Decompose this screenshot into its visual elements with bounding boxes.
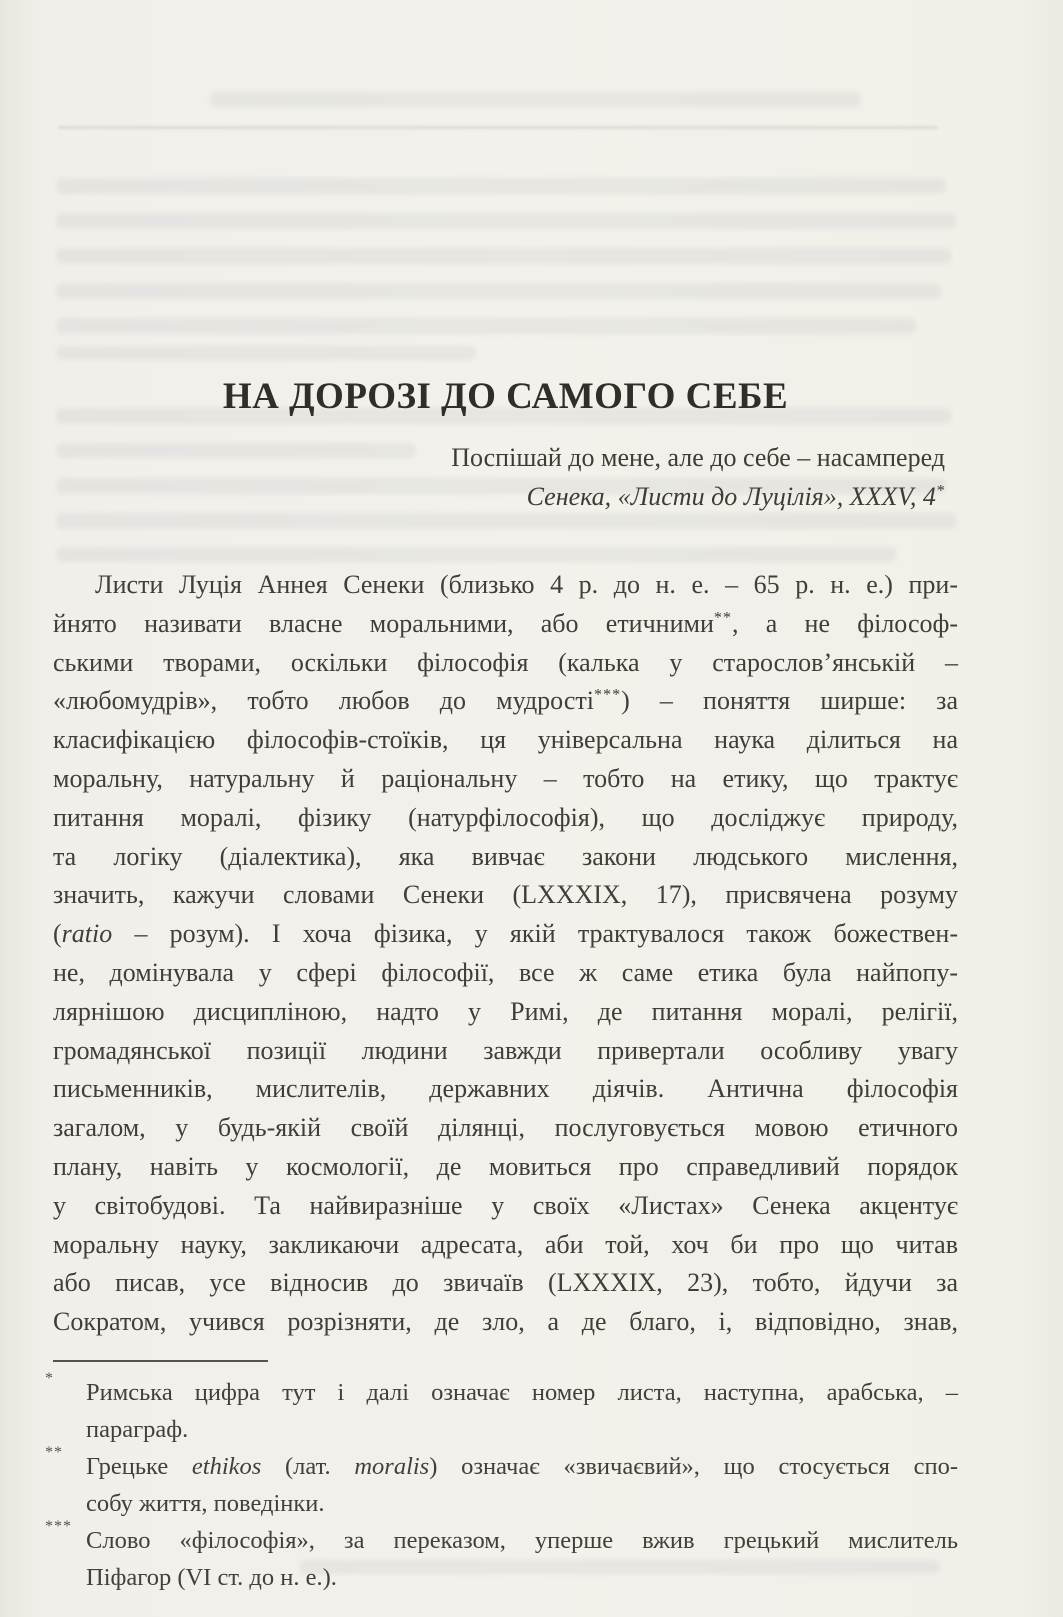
text-run: загалом, у будь-якій своїй ділянці, послуговується мовою етичного [53, 1113, 958, 1143]
footnote-line [86, 1559, 958, 1596]
text-run: лярнішою дисципліною, надто у Римі, де питання моралі, релігії, [53, 996, 958, 1026]
text-run: письменників, мислителів, державних діячів. Антична філософія [53, 1074, 958, 1104]
text-run: ськими творами, оскільки філософія (калька у старослов’янській – [53, 647, 958, 677]
body-line [53, 1032, 958, 1071]
epigraph-source-text: Сенека, «Листи до Луцілія», XXXV, 4 [526, 482, 936, 511]
body-line [53, 915, 958, 954]
footnote-line [86, 1374, 958, 1411]
text-run: ethikos [191, 1453, 262, 1480]
text-run: ratio [61, 919, 113, 949]
body-line [53, 1070, 958, 1109]
bleed-through-text [56, 283, 941, 299]
text-run: йнято називати власне моральними, або етичними [53, 608, 714, 638]
body-line [53, 682, 958, 721]
body-line [53, 1226, 958, 1265]
text-run: моральну, натуральну й раціональну – тобто на етику, що трактує [53, 763, 958, 793]
footnote-marker-ref: ** [713, 609, 732, 627]
text-run: ) означає «звичаєвий», що стосується спо- [429, 1453, 958, 1480]
text-run: громадянської позиції людини завжди привертали особливу увагу [53, 1035, 958, 1065]
text-run: не, домінувала у сфері філософії, все ж саме етика була найпопу- [53, 957, 958, 987]
text-run: Слово «філософія», за переказом, уперше вжив грецький мислитель [86, 1527, 958, 1554]
body-line [53, 1148, 958, 1187]
footnote [45, 1444, 958, 1522]
text-run: – розум). І хоча фізика, у якій трактувалося також божествен- [112, 919, 958, 949]
bleed-through-rule [58, 126, 938, 129]
text-run: Грецьке [86, 1453, 192, 1480]
bleed-through-text [56, 178, 946, 194]
body-line [53, 993, 958, 1032]
footnote-marker: * [45, 1370, 54, 1387]
bleed-through-text [56, 547, 896, 562]
text-run: moralis [354, 1453, 430, 1480]
footnote-marker-ref: * [935, 482, 945, 500]
epigraph-quote: Поспішай до мене, але до себе – насамперед [451, 443, 945, 472]
text-run: моральну науку, закликаючи адресата, аби той, хоч би про що читав [53, 1229, 958, 1259]
text-run: або писав, усе відносив до звичаїв (LXXXIX, 23), тобто, йдучи за [53, 1268, 958, 1298]
body-line [53, 954, 958, 993]
body-line [53, 799, 958, 838]
text-run: Листи Луція Аннея Сенеки (близько 4 р. до н. е. – 65 р. н. е.) при- [95, 570, 958, 599]
footnote-marker-ref: *** [593, 686, 622, 704]
body-line [53, 876, 958, 915]
body-line [53, 644, 958, 683]
footnote-marker: ** [45, 1444, 63, 1461]
text-run: у світобудові. Та найвиразніше у своїх «Листах» Сенека акцентує [53, 1190, 958, 1220]
text-run: плану, навіть у космології, де мовиться про справедливий порядок [53, 1151, 958, 1181]
footnote [45, 1370, 958, 1448]
text-run: питання моралі, фізику (натурфілософія), що досліджує природу, [53, 802, 958, 832]
text-run: значить, кажучи словами Сенеки (LXXXIX, 17), присвячена розуму [53, 880, 958, 910]
bleed-through-text [210, 92, 860, 107]
text-run: «любомудрів», тобто любов до мудрості [53, 686, 594, 716]
body-line [53, 1264, 958, 1303]
footnote-line [86, 1522, 958, 1559]
footnote-line [86, 1485, 958, 1522]
text-run: собу життя, поведінки. [86, 1490, 325, 1517]
body-line [53, 838, 958, 877]
footnotes [45, 1370, 958, 1596]
text-run: Римська цифра тут і далі означає номер листа, наступна, арабська, – [86, 1379, 958, 1406]
text-run: класифікацією філософів-стоїків, ця універсальна наука ділиться на [53, 725, 958, 755]
text-run: параграф. [86, 1416, 189, 1443]
bleed-through-text [56, 346, 476, 360]
text-run: ( [53, 919, 62, 949]
footnote-line [86, 1448, 958, 1485]
epigraph-source [53, 477, 945, 516]
body-line [53, 760, 958, 799]
bleed-through-text [56, 213, 956, 229]
text-run: ) – поняття ширше: за [621, 686, 958, 716]
text-run: Піфагор (VI ст. до н. е.). [86, 1564, 337, 1591]
body-text [53, 566, 958, 1342]
footnote-line [86, 1411, 958, 1448]
chapter-title: НА ДОРОЗІ ДО САМОГО СЕБЕ [222, 375, 789, 417]
bleed-through-text [56, 318, 916, 334]
body-line [53, 566, 958, 605]
epigraph [53, 438, 945, 516]
body-line [53, 1303, 958, 1342]
text-run: Сократом, учився розрізняти, де зло, а де благо, і, відповідно, знав, [53, 1307, 958, 1337]
body-line [53, 721, 958, 760]
text-run: та логіку (діалектика), яка вивчає закони людського мислення, [53, 841, 958, 871]
footnote [45, 1518, 958, 1596]
body-line [53, 605, 958, 644]
text-run: , а не філософ- [731, 608, 958, 638]
body-line [53, 1187, 958, 1226]
footnote-separator [53, 1360, 268, 1362]
body-line [53, 1109, 958, 1148]
text-run: (лат. [261, 1453, 355, 1480]
bleed-through-text [56, 248, 951, 264]
footnote-marker: *** [45, 1518, 72, 1535]
